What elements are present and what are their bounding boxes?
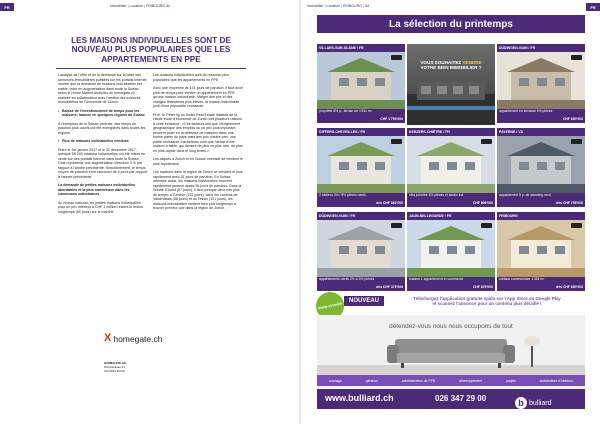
- promo-highlight: VENDRE: [462, 60, 482, 65]
- homegate-logo: [104, 333, 163, 344]
- paragraph: Les maisons individuelles sont de nouveau plus populaires que les appartements en PPE: [153, 73, 229, 82]
- listing-card[interactable]: [407, 212, 495, 293]
- ad-tagline: détendez-vous nous nous occupons de tout: [389, 323, 513, 330]
- running-head-section: Immobilier: [307, 4, 324, 8]
- app-text-line1: Téléchargez l'application gratuite spida sur l'App Store ou Google Play: [413, 296, 561, 301]
- listing-card[interactable]: [497, 128, 585, 209]
- agency-logo-icon: [571, 223, 582, 228]
- service-item: développement: [458, 378, 483, 383]
- bulliard-b-icon: b: [515, 397, 527, 409]
- page-number: 32: [166, 4, 171, 8]
- listing-price: dès CHF 690'000: [497, 284, 585, 291]
- property-photo-icon: [497, 52, 585, 109]
- listing-description: surface commerciale 1'084 m²: [497, 277, 585, 286]
- listing-description: maison 1 appartement et commerce: [407, 277, 495, 286]
- promo-title: [407, 60, 495, 71]
- villa-photo-icon: [407, 44, 495, 125]
- listing-price: CHF 890'000: [407, 200, 495, 207]
- brand-name: bulliard: [529, 400, 552, 407]
- address-line2: CH-8021 Zurich: [104, 368, 126, 373]
- agency-logo-icon: [391, 55, 402, 60]
- paragraph: Les cliques à Zurich et en Suisse orientale se vendent le plus rapidement: [153, 157, 243, 166]
- listing-description: propriété 6½ p., terrain de 1'511 m²: [317, 109, 405, 118]
- running-header: [0, 0, 299, 12]
- bulliard-advertisement: [317, 315, 585, 389]
- running-head-part2: Location: [326, 4, 341, 8]
- agency-logo-icon: [391, 139, 402, 144]
- homegate-mark-icon: X: [104, 332, 112, 344]
- website-link[interactable]: www.bulliard.ch: [325, 393, 394, 403]
- service-item: architecture d'intérieur: [539, 378, 574, 383]
- right-page: [301, 0, 600, 424]
- listing-location: DÜDINGEN-GUIN / FR: [497, 44, 585, 52]
- property-photo-icon: [317, 220, 405, 277]
- page-number: 33: [364, 4, 369, 8]
- listing-card[interactable]: [497, 212, 585, 293]
- nouveau-label: NOUVEAU: [344, 296, 384, 306]
- agency-logo-icon: [571, 55, 582, 60]
- listing-price: dès CHF 755'000: [497, 200, 585, 207]
- agency-logo-icon: [391, 223, 402, 228]
- bullet-paragraph: • Baisse de l'investissement de temps pour les maisons; hausse en quelques régions de Suisse: [58, 109, 148, 118]
- property-photo-icon: [317, 136, 405, 193]
- bullet-paragraph: • Plus de maisons individuelles vendues: [58, 139, 148, 144]
- article-headline: LES MAISONS INDIVIDUELLES SONT DE NOUVEAU PLUS POPULAIRES QUE LES APPARTEMENTS EN PPE: [71, 36, 231, 64]
- listing-description: appartement 5 p. de standing neuf: [497, 193, 585, 202]
- listing-description: appartement en terrasse 5½ pièces: [497, 109, 585, 118]
- running-head-part2: Location: [129, 4, 144, 8]
- listing-description: villa jumelée 6½ pièces et studio ind.: [407, 193, 495, 202]
- property-photo-icon: [407, 220, 495, 277]
- article-column-right: [153, 73, 243, 215]
- brand-sub: IMMOBILIER: [529, 410, 552, 414]
- listing-location: GIFFERS-CHEVRILLES / FR: [317, 128, 405, 136]
- agency-logo-icon: [481, 223, 492, 228]
- bulliard-logo: [515, 392, 552, 414]
- paragraph: Au niveau national, les petites maisons individuelles pour un prix inférieur à CHF 1 million restent le moins longtemps (59 jours) sur le marché.: [58, 200, 143, 214]
- property-photo-icon: [407, 136, 495, 193]
- listing-price: dès CHF 662'000: [317, 200, 405, 207]
- homegate-address: [104, 362, 126, 373]
- listing-location: VILLARS-SUR-GLÂNE / FR: [317, 44, 405, 52]
- running-head-section: Immobilier: [110, 4, 127, 8]
- running-head: Immobilier | Location | FRIBOURG | 33: [307, 4, 369, 8]
- left-page: [0, 0, 299, 424]
- running-head-part3: FRIBOURG: [146, 4, 166, 8]
- promo-line1: VOUS SOUHAITEZ: [420, 60, 462, 65]
- app-text-line2: et scannez l'annonce pour un contenu plus détaillé !: [432, 301, 542, 307]
- paragraph: Les maisons dans la région de Zurich se vendent le plus rapidement avec 51 jours de parution. En Suisse orientale aussi, les maisons individuelles trouvent rapidement preneur après 56 jours de parution. Dans la Suisse l'Ouest (57 jours), il faut presque deux fois plus de temps. a Genève (151 jours), dans les cantons de Vaud/Valais (88 jours) et au Tessin (121 jours), les maisons individuelles mettent bien plus longtemps à trouver preneur que dans la région de Zurich.: [153, 170, 243, 210]
- sofa-illustration-icon: [317, 315, 585, 375]
- language-tab: FR: [586, 3, 600, 11]
- sell-promo-box: [407, 44, 495, 125]
- bulliard-footer: [317, 389, 585, 414]
- address-company: HOMEGATE AG: [104, 361, 127, 365]
- agency-logo-icon: [481, 139, 492, 144]
- homegate-name: homegate.ch: [113, 333, 163, 344]
- agency-logo-icon: [571, 139, 582, 144]
- paragraph: A l'exception de la Suisse centrale, des temps de parution plus courts ont été enregistrés dans toutes les régions.: [58, 121, 146, 135]
- virtual-visit-badge: Visite virtuelle: [313, 289, 346, 322]
- listing-price: dès CHF 379'000: [317, 284, 405, 291]
- address-line1: Werdstrasse 21: [104, 364, 125, 369]
- listing-location: JAUN-BELLEGARDE / FR: [407, 212, 495, 220]
- listing-description: 2 ateliers 4½ / 5½ pièces neufs: [317, 193, 405, 202]
- paragraph: Prof. Dr Peter Ilg du Swiss Real Estate Institute de la Haute école d'économie de Zurich voit plusieurs raisons à cette évolution : «Ces facteurs tels que l'éloignement géographique des emplois ou un prix plus important peuvent jouer en la défaveur de maisons dans une bonne partie du pays mais des prix d'autre part, une partie croissante d'acheteurs croit que l'achat d'une maison à faible, qui devient de plus en plus rare, de plus en plus rapide dans le long terme.»: [153, 112, 243, 153]
- phone-number: 026 347 29 00: [435, 394, 487, 403]
- headline-divider: [56, 68, 246, 69]
- selection-banner: La sélection du printemps: [317, 15, 585, 33]
- listing-location: FRIBOURG: [497, 212, 585, 220]
- listing-card[interactable]: [317, 44, 405, 125]
- listing-card[interactable]: [497, 44, 585, 125]
- paragraph: Avec une moyenne de 101 jours de parution, il faut avoir plus de temps pour vendre un appartement en PPE qu'une maison individuelle. Malgré des prix et des charges financières plus élevés, la maison individuelle jouit d'une popularité croissante.: [153, 86, 243, 108]
- service-item: projets: [505, 378, 516, 383]
- language-tab: FR: [0, 3, 14, 11]
- listing-location: PAYERNE / VD: [497, 128, 585, 136]
- listing-price: CHF 879'000: [407, 284, 495, 291]
- service-item: gérance: [365, 378, 378, 383]
- paragraph: Entre le 1er janvier 2017 et le 31 décembre 2017, quelque 55 000 maisons individuelles ont été mises en vente sur des portails Internet dans toute la Suisse. Cela représente une augmentation d'environ 3 % par rapport à l'année précédente. Simultanément, le temps moyen de parution s'est raccourci de 6 jours par rapport à l'année précédente.: [58, 147, 147, 179]
- listing-description: appartements neufs 2½ & 5½ pièces: [317, 277, 405, 286]
- article-column-left: [58, 73, 148, 218]
- listing-location: DÜDINGEN-GUIN / FR: [317, 212, 405, 220]
- listing-card[interactable]: [407, 128, 495, 209]
- promo-line2: VOTRE BIEN IMMOBILIER ?: [420, 65, 482, 71]
- listing-card[interactable]: [317, 128, 405, 209]
- running-head: Immobilier | Location | FRIBOURG 32: [110, 4, 171, 8]
- property-photo-icon: [497, 220, 585, 277]
- services-strip: [317, 375, 585, 386]
- bulliard-wordmark: [529, 392, 552, 414]
- listing-location: KERZERS-CHIÈTRE / FR: [407, 128, 495, 136]
- paragraph: Lanalyse de l'offre et de la demande sur la base des annonces immobilières publiées sur les portails Internet montre que la demande de maisons individuelles est stable, voire en augmentation dans toute la Suisse selon le Home Market Analytics de homegate.ch réalisée en collaboration avec l'Institut des sciences immobilières de l'Université de Zurich.: [58, 73, 147, 104]
- app-download-text: [387, 296, 587, 306]
- listing-card[interactable]: [317, 212, 405, 293]
- running-head-part3: FRIBOURG: [343, 4, 363, 8]
- property-photo-icon: [317, 52, 405, 109]
- service-item: administration de PPE: [401, 378, 436, 383]
- running-header: [301, 0, 600, 12]
- property-photo-icon: [497, 136, 585, 193]
- service-item: courtage: [328, 378, 343, 383]
- subheading: La demande de petites maisons individuelles abordables et la plus nombreuse dans les communes suburbaines: [58, 183, 136, 196]
- listing-price: CHF 1'790'000: [317, 116, 405, 123]
- listing-price: CHF 690'000: [497, 116, 585, 123]
